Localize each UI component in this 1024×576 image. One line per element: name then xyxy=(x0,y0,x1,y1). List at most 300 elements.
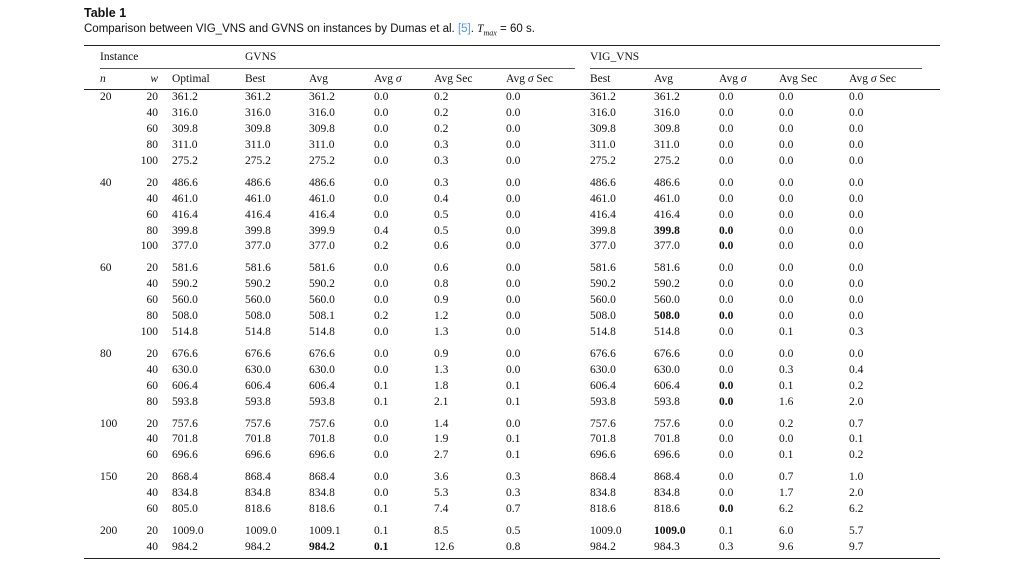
cell-gvns: 416.4 xyxy=(309,208,335,221)
cell-optimal: 593.8 xyxy=(172,395,198,408)
cell-optimal: 757.6 xyxy=(172,417,198,430)
cell-gvns: 630.0 xyxy=(245,363,271,376)
cell-optimal: 514.8 xyxy=(172,325,198,338)
cell-vigvns: 696.6 xyxy=(590,449,616,462)
cell-n: 200 xyxy=(100,524,118,537)
cell-vigvns: 0.0 xyxy=(779,192,794,205)
cell-vigvns: 399.8 xyxy=(654,224,680,237)
group-header-gvns: GVNS xyxy=(245,46,575,69)
cell-optimal: 508.0 xyxy=(172,310,198,323)
table-row xyxy=(84,224,940,240)
cell-vigvns: 0.1 xyxy=(849,433,864,446)
cell-w: 20 xyxy=(146,262,158,275)
cell-vigvns: 0.0 xyxy=(719,471,734,484)
cell-vigvns: 834.8 xyxy=(654,487,680,500)
cell-vigvns: 0.1 xyxy=(779,379,794,392)
cell-vigvns: 590.2 xyxy=(654,278,680,291)
cell-vigvns: 0.0 xyxy=(719,363,734,376)
table-label: Table 1 xyxy=(84,6,127,20)
cell-gvns: 0.1 xyxy=(374,379,389,392)
table-figure xyxy=(84,6,940,559)
column-header: Best xyxy=(245,69,309,90)
cell-gvns: 0.0 xyxy=(506,325,521,338)
cell-vigvns: 818.6 xyxy=(590,503,616,516)
cell-n xyxy=(84,208,132,224)
cell-vigvns: 0.2 xyxy=(849,379,864,392)
table-row xyxy=(84,170,940,192)
cell-vigvns: 0.0 xyxy=(849,123,864,136)
cell-n: 60 xyxy=(100,262,112,275)
cell-gvns: 5.3 xyxy=(434,487,449,500)
cell-gvns: 0.1 xyxy=(374,524,389,537)
cell-gvns: 630.0 xyxy=(309,363,335,376)
cell-optimal: 309.8 xyxy=(172,123,198,136)
cell-vigvns: 0.1 xyxy=(779,449,794,462)
cell-gvns: 0.0 xyxy=(506,139,521,152)
cell-gvns: 868.4 xyxy=(245,471,271,484)
cell-n xyxy=(84,486,132,502)
cell-vigvns: 508.0 xyxy=(590,310,616,323)
cell-gvns: 818.6 xyxy=(309,503,335,516)
cell-vigvns: 0.0 xyxy=(779,123,794,136)
cell-w: 100 xyxy=(140,154,158,167)
cell-optimal: 311.0 xyxy=(172,139,198,152)
cell-vigvns: 6.2 xyxy=(779,503,794,516)
cell-gvns: 1.9 xyxy=(434,433,449,446)
cell-w: 40 xyxy=(146,192,158,205)
cell-optimal: 590.2 xyxy=(172,278,198,291)
cell-w: 20 xyxy=(146,471,158,484)
cell-vigvns: 0.0 xyxy=(849,91,864,104)
cell-optimal: 361.2 xyxy=(172,91,198,104)
cell-gvns: 581.6 xyxy=(309,262,335,275)
cell-gvns: 0.0 xyxy=(506,278,521,291)
table-row xyxy=(84,448,940,464)
cell-vigvns: 0.0 xyxy=(719,325,734,338)
cell-optimal: 834.8 xyxy=(172,487,198,500)
cell-w: 100 xyxy=(140,325,158,338)
column-header: Avg Sec xyxy=(434,69,506,90)
cell-vigvns: 275.2 xyxy=(590,154,616,167)
cell-vigvns: 508.0 xyxy=(654,310,680,323)
cell-gvns: 0.0 xyxy=(374,139,389,152)
column-header: w xyxy=(132,69,172,90)
cell-vigvns: 1009.0 xyxy=(590,524,622,537)
cell-gvns: 309.8 xyxy=(309,123,335,136)
cell-w: 20 xyxy=(146,176,158,189)
table-row xyxy=(84,502,940,518)
cell-vigvns: 0.0 xyxy=(719,278,734,291)
cell-n xyxy=(84,154,132,170)
cell-gvns: 486.6 xyxy=(309,176,335,189)
cell-n xyxy=(84,293,132,309)
cell-gvns: 0.0 xyxy=(506,363,521,376)
cell-vigvns: 309.8 xyxy=(590,123,616,136)
cell-w: 60 xyxy=(146,294,158,307)
cell-vigvns: 0.0 xyxy=(719,417,734,430)
table-caption xyxy=(84,21,940,41)
cell-optimal: 399.8 xyxy=(172,224,198,237)
cell-n xyxy=(84,309,132,325)
cell-vigvns: 514.8 xyxy=(654,325,680,338)
cell-gvns: 984.2 xyxy=(245,540,309,558)
cell-gvns: 0.2 xyxy=(374,240,389,253)
cell-gvns: 560.0 xyxy=(245,294,271,307)
cell-gvns: 0.2 xyxy=(374,310,389,323)
cell-vigvns: 676.6 xyxy=(654,347,680,360)
cell-vigvns: 0.0 xyxy=(719,224,734,237)
table-row xyxy=(84,363,940,379)
cell-gvns: 3.6 xyxy=(434,471,449,484)
cell-gvns: 0.0 xyxy=(374,449,389,462)
cell-gvns: 590.2 xyxy=(245,278,271,291)
cell-gvns: 0.9 xyxy=(434,294,449,307)
cell-vigvns: 0.0 xyxy=(779,240,794,253)
cell-gvns: 0.0 xyxy=(374,208,389,221)
table-row xyxy=(84,540,940,558)
cell-vigvns: 818.6 xyxy=(654,503,680,516)
cell-vigvns: 0.0 xyxy=(719,208,734,221)
cell-vigvns: 676.6 xyxy=(590,347,616,360)
cell-gvns: 7.4 xyxy=(434,503,449,516)
cell-vigvns: 416.4 xyxy=(654,208,680,221)
cell-gvns: 0.1 xyxy=(506,379,521,392)
cell-n xyxy=(84,192,132,208)
cell-gvns: 486.6 xyxy=(245,176,271,189)
cell-vigvns: 0.0 xyxy=(779,176,794,189)
cell-gvns: 606.4 xyxy=(309,379,335,392)
column-header: Avg xyxy=(309,69,374,90)
cell-gvns: 0.5 xyxy=(506,524,521,537)
cell-gvns: 1.8 xyxy=(434,379,449,392)
column-header-row xyxy=(84,69,940,90)
cell-gvns: 361.2 xyxy=(309,91,335,104)
cell-gvns: 0.8 xyxy=(506,540,590,558)
cell-vigvns: 0.0 xyxy=(779,208,794,221)
column-header: Avg σ xyxy=(719,69,779,90)
table-row xyxy=(84,192,940,208)
cell-gvns: 377.0 xyxy=(309,240,335,253)
cell-gvns: 0.1 xyxy=(506,433,521,446)
caption-text: Comparison between VIG_VNS and GVNS on instances by Dumas et al. xyxy=(84,23,458,35)
table-row xyxy=(84,411,940,433)
cell-n xyxy=(84,122,132,138)
cell-gvns: 0.0 xyxy=(374,347,389,360)
cell-gvns: 0.0 xyxy=(374,294,389,307)
table-row xyxy=(84,154,940,170)
citation-link[interactable]: [5] xyxy=(457,23,471,35)
cell-vigvns: 868.4 xyxy=(654,471,680,484)
cell-gvns: 696.6 xyxy=(309,449,335,462)
cell-gvns: 0.1 xyxy=(506,449,521,462)
caption-suffix: = 60 s. xyxy=(496,23,535,35)
cell-vigvns: 0.0 xyxy=(719,240,734,253)
cell-vigvns: 757.6 xyxy=(654,417,680,430)
column-header: n xyxy=(84,69,132,90)
cell-w: 40 xyxy=(146,487,158,500)
cell-vigvns: 984.3 xyxy=(654,540,719,558)
cell-vigvns: 581.6 xyxy=(590,262,616,275)
cell-vigvns: 0.3 xyxy=(719,540,779,558)
cell-optimal: 676.6 xyxy=(172,347,198,360)
cell-vigvns: 0.0 xyxy=(719,107,734,120)
cell-vigvns: 316.0 xyxy=(590,107,616,120)
cell-gvns: 316.0 xyxy=(309,107,335,120)
cell-optimal: 984.2 xyxy=(172,540,245,558)
table-row xyxy=(84,277,940,293)
cell-vigvns: 0.0 xyxy=(719,379,734,392)
cell-vigvns: 0.0 xyxy=(719,433,734,446)
cell-vigvns: 1009.0 xyxy=(654,524,686,537)
cell-vigvns: 461.0 xyxy=(654,192,680,205)
cell-vigvns: 0.0 xyxy=(779,139,794,152)
cell-vigvns: 0.0 xyxy=(849,310,864,323)
cell-gvns: 0.5 xyxy=(434,208,449,221)
cell-w: 20 xyxy=(146,524,158,537)
cell-w: 80 xyxy=(146,139,158,152)
cell-gvns: 0.0 xyxy=(506,107,521,120)
cell-gvns: 834.8 xyxy=(245,487,271,500)
cell-vigvns: 0.0 xyxy=(719,154,734,167)
cell-gvns: 0.0 xyxy=(506,176,521,189)
cell-vigvns: 0.0 xyxy=(849,347,864,360)
table-row xyxy=(84,255,940,277)
cell-gvns: 0.0 xyxy=(374,363,389,376)
cell-gvns: 701.8 xyxy=(245,433,271,446)
cell-gvns: 0.0 xyxy=(506,91,521,104)
cell-w: 60 xyxy=(146,123,158,136)
cell-gvns: 0.3 xyxy=(506,487,521,500)
cell-gvns: 1.3 xyxy=(434,363,449,376)
cell-vigvns: 0.0 xyxy=(779,310,794,323)
cell-n xyxy=(84,395,132,411)
cell-gvns: 0.0 xyxy=(374,433,389,446)
cell-vigvns: 0.0 xyxy=(849,107,864,120)
cell-vigvns: 311.0 xyxy=(590,139,616,152)
cell-n: 100 xyxy=(100,417,118,430)
cell-vigvns: 0.0 xyxy=(779,154,794,167)
cell-vigvns: 757.6 xyxy=(590,417,616,430)
cell-gvns: 0.1 xyxy=(374,503,389,516)
cell-gvns: 0.0 xyxy=(506,417,521,430)
cell-vigvns: 1.0 xyxy=(849,471,864,484)
cell-optimal: 805.0 xyxy=(172,503,198,516)
cell-gvns: 834.8 xyxy=(309,487,335,500)
cell-optimal: 461.0 xyxy=(172,192,198,205)
cell-gvns: 676.6 xyxy=(309,347,335,360)
cell-gvns: 581.6 xyxy=(245,262,271,275)
cell-vigvns: 316.0 xyxy=(654,107,680,120)
cell-w: 40 xyxy=(146,363,158,376)
cell-gvns: 0.0 xyxy=(374,471,389,484)
cell-optimal: 377.0 xyxy=(172,240,198,253)
cell-gvns: 0.4 xyxy=(374,224,389,237)
cell-n xyxy=(84,448,132,464)
cell-vigvns: 834.8 xyxy=(590,487,616,500)
cell-gvns: 1009.0 xyxy=(245,524,277,537)
cell-n: 150 xyxy=(100,471,118,484)
cell-gvns: 0.0 xyxy=(506,192,521,205)
group-header-row xyxy=(84,46,940,70)
cell-gvns: 0.0 xyxy=(506,224,521,237)
cell-w: 40 xyxy=(146,278,158,291)
cell-w: 40 xyxy=(146,107,158,120)
cell-vigvns: 0.0 xyxy=(719,347,734,360)
cell-vigvns: 0.3 xyxy=(849,325,864,338)
cell-vigvns: 0.2 xyxy=(849,449,864,462)
cell-w: 100 xyxy=(140,240,158,253)
cell-w: 80 xyxy=(146,310,158,323)
cell-vigvns: 0.0 xyxy=(719,262,734,275)
cell-vigvns: 5.7 xyxy=(849,524,864,537)
cell-vigvns: 377.0 xyxy=(590,240,616,253)
cell-optimal: 275.2 xyxy=(172,154,198,167)
cell-vigvns: 0.0 xyxy=(849,278,864,291)
cell-optimal: 868.4 xyxy=(172,471,198,484)
table-row xyxy=(84,325,940,341)
cell-vigvns: 0.0 xyxy=(849,139,864,152)
cell-vigvns: 581.6 xyxy=(654,262,680,275)
cell-gvns: 0.0 xyxy=(374,262,389,275)
cell-gvns: 461.0 xyxy=(245,192,271,205)
cell-gvns: 0.2 xyxy=(434,91,449,104)
cell-gvns: 868.4 xyxy=(309,471,335,484)
cell-optimal: 630.0 xyxy=(172,363,198,376)
cell-n xyxy=(84,224,132,240)
cell-vigvns: 275.2 xyxy=(654,154,680,167)
cell-n xyxy=(84,239,132,255)
column-header: Optimal xyxy=(172,69,245,90)
cell-gvns: 8.5 xyxy=(434,524,449,537)
cell-vigvns: 486.6 xyxy=(590,176,616,189)
cell-w: 20 xyxy=(146,417,158,430)
cell-gvns: 0.0 xyxy=(374,417,389,430)
table-row xyxy=(84,432,940,448)
cell-gvns: 1009.1 xyxy=(309,524,341,537)
table-row xyxy=(84,395,940,411)
table-row xyxy=(84,106,940,122)
cell-vigvns: 486.6 xyxy=(654,176,680,189)
cell-w: 60 xyxy=(146,449,158,462)
cell-gvns: 560.0 xyxy=(309,294,335,307)
cell-vigvns: 0.2 xyxy=(779,417,794,430)
cell-vigvns: 0.0 xyxy=(779,294,794,307)
cell-vigvns: 593.8 xyxy=(654,395,680,408)
cell-gvns: 311.0 xyxy=(309,139,335,152)
cell-vigvns: 984.2 xyxy=(590,540,654,558)
cell-vigvns: 0.0 xyxy=(719,395,734,408)
table-row xyxy=(84,208,940,224)
cell-gvns: 311.0 xyxy=(245,139,271,152)
cell-gvns: 701.8 xyxy=(309,433,335,446)
cell-vigvns: 361.2 xyxy=(654,91,680,104)
cell-gvns: 0.0 xyxy=(506,240,521,253)
cell-vigvns: 9.7 xyxy=(849,540,940,558)
cell-gvns: 0.7 xyxy=(506,503,521,516)
cell-n xyxy=(84,325,132,341)
cell-vigvns: 6.2 xyxy=(849,503,864,516)
cell-vigvns: 0.0 xyxy=(719,123,734,136)
cell-optimal: 606.4 xyxy=(172,379,198,392)
cell-n xyxy=(84,106,132,122)
group-header-instance: Instance xyxy=(100,46,245,69)
cell-vigvns: 560.0 xyxy=(590,294,616,307)
cell-vigvns: 0.0 xyxy=(719,487,734,500)
table-row xyxy=(84,486,940,502)
cell-gvns: 1.3 xyxy=(434,325,449,338)
cell-gvns: 377.0 xyxy=(245,240,271,253)
cell-n xyxy=(84,432,132,448)
cell-vigvns: 0.0 xyxy=(849,262,864,275)
cell-vigvns: 0.0 xyxy=(779,91,794,104)
cell-gvns: 0.0 xyxy=(506,154,521,167)
cell-gvns: 309.8 xyxy=(245,123,271,136)
cell-vigvns: 1.7 xyxy=(779,487,794,500)
cell-vigvns: 630.0 xyxy=(590,363,616,376)
cell-gvns: 593.8 xyxy=(309,395,335,408)
tmax-symbol: $T_{max}$ xyxy=(477,23,497,38)
cell-gvns: 2.1 xyxy=(434,395,449,408)
cell-vigvns: 0.0 xyxy=(849,294,864,307)
column-header: Avg σ Sec xyxy=(849,69,940,90)
cell-vigvns: 0.0 xyxy=(779,347,794,360)
cell-gvns: 416.4 xyxy=(245,208,271,221)
cell-gvns: 757.6 xyxy=(245,417,271,430)
cell-optimal: 416.4 xyxy=(172,208,198,221)
cell-vigvns: 0.0 xyxy=(779,433,794,446)
cell-gvns: 0.1 xyxy=(374,540,434,558)
cell-gvns: 0.1 xyxy=(506,395,521,408)
cell-gvns: 593.8 xyxy=(245,395,271,408)
table-row xyxy=(84,341,940,363)
cell-optimal: 581.6 xyxy=(172,262,198,275)
cell-gvns: 984.2 xyxy=(309,540,374,558)
cell-vigvns: 416.4 xyxy=(590,208,616,221)
cell-w: 20 xyxy=(146,91,158,104)
cell-vigvns: 0.0 xyxy=(849,154,864,167)
cell-gvns: 508.0 xyxy=(245,310,271,323)
cell-vigvns: 377.0 xyxy=(654,240,680,253)
table-row xyxy=(84,90,940,106)
cell-w: 60 xyxy=(146,503,158,516)
cell-vigvns: 309.8 xyxy=(654,123,680,136)
cell-gvns: 0.0 xyxy=(506,347,521,360)
cell-n xyxy=(84,277,132,293)
cell-vigvns: 2.0 xyxy=(849,395,864,408)
cell-gvns: 514.8 xyxy=(309,325,335,338)
cell-gvns: 0.3 xyxy=(434,176,449,189)
cell-gvns: 757.6 xyxy=(309,417,335,430)
cell-vigvns: 0.0 xyxy=(719,449,734,462)
column-header: Avg σ Sec xyxy=(506,69,590,90)
results-table xyxy=(84,45,940,558)
cell-vigvns: 0.0 xyxy=(719,139,734,152)
cell-gvns: 0.5 xyxy=(434,224,449,237)
cell-vigvns: 0.0 xyxy=(719,176,734,189)
cell-vigvns: 0.0 xyxy=(779,278,794,291)
cell-vigvns: 560.0 xyxy=(654,294,680,307)
cell-vigvns: 0.0 xyxy=(719,192,734,205)
cell-vigvns: 0.0 xyxy=(719,503,734,516)
cell-vigvns: 590.2 xyxy=(590,278,616,291)
cell-gvns: 818.6 xyxy=(245,503,271,516)
cell-gvns: 12.6 xyxy=(434,540,506,558)
cell-gvns: 0.2 xyxy=(434,123,449,136)
column-header: Avg Sec xyxy=(779,69,849,90)
cell-w: 40 xyxy=(132,540,172,558)
cell-n xyxy=(84,138,132,154)
cell-vigvns: 0.0 xyxy=(849,192,864,205)
